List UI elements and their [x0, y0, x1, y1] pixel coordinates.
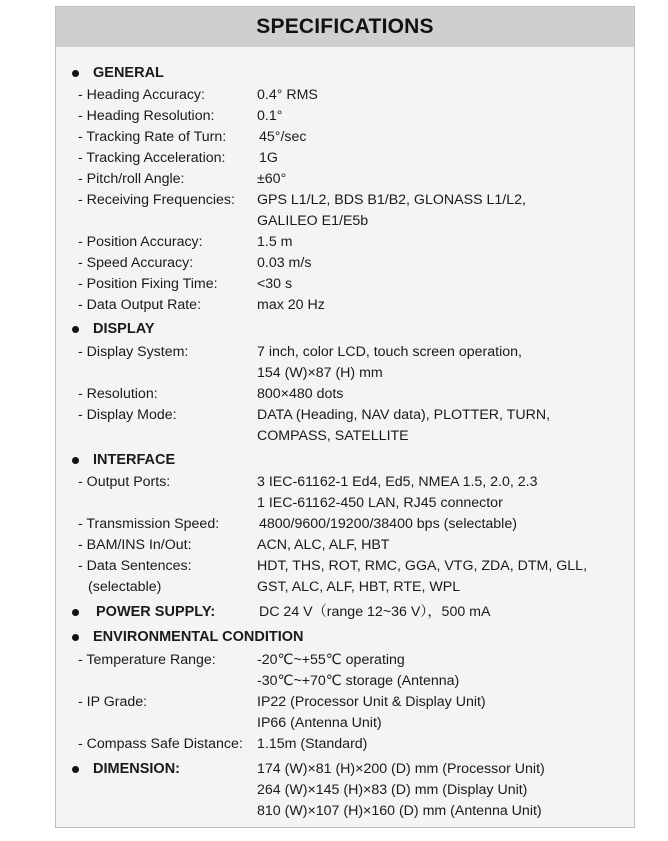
spec-label: - Pitch/roll Angle:	[78, 171, 185, 187]
section-dimension	[72, 759, 180, 780]
section-interface	[72, 450, 175, 471]
spec-value: 0.03 m/s	[257, 255, 312, 271]
bullet-icon	[72, 766, 79, 773]
spec-label: - Tracking Acceleration:	[78, 150, 226, 166]
section-heading: POWER SUPPLY:	[96, 604, 216, 620]
specifications-sheet	[55, 6, 635, 828]
section-power-supply	[72, 602, 215, 623]
spec-value: 264 (W)×145 (H)×83 (D) mm (Display Unit)	[257, 782, 528, 798]
spec-label: - Output Ports:	[78, 474, 171, 490]
spec-value: 1.15m (Standard)	[257, 736, 368, 752]
spec-value: GPS L1/L2, BDS B1/B2, GLONASS L1/L2,	[257, 192, 526, 208]
spec-value-continued: GALILEO E1/E5b	[257, 213, 369, 229]
spec-label: - Display Mode:	[78, 407, 177, 423]
spec-value: 7 inch, color LCD, touch screen operation,	[257, 344, 522, 360]
spec-label-continued: (selectable)	[88, 579, 162, 595]
spec-label: - Receiving Frequencies:	[78, 192, 235, 208]
spec-value-continued: GST, ALC, ALF, HBT, RTE, WPL	[257, 579, 461, 595]
spec-value: DC 24 V（range 12~36 V），500 mA	[259, 604, 491, 620]
spec-value: HDT, THS, ROT, RMC, GGA, VTG, ZDA, DTM, GLL,	[257, 558, 588, 574]
section-heading: GENERAL	[93, 65, 164, 81]
spec-value: IP22 (Processor Unit & Display Unit)	[257, 694, 486, 710]
spec-label: - Heading Accuracy:	[78, 87, 205, 103]
spec-value: ACN, ALC, ALF, HBT	[257, 537, 390, 553]
page-title: SPECIFICATIONS	[256, 15, 434, 38]
spec-value: DATA (Heading, NAV data), PLOTTER, TURN,	[257, 407, 551, 423]
spec-value: 0.1°	[257, 108, 283, 124]
spec-value: 0.4° RMS	[257, 87, 318, 103]
spec-value: 1G	[259, 150, 278, 166]
section-heading: ENVIRONMENTAL CONDITION	[93, 629, 304, 645]
spec-value: 45°/sec	[259, 129, 307, 145]
spec-value-continued: 1 IEC-61162-450 LAN, RJ45 connector	[257, 495, 503, 511]
spec-value-continued: COMPASS, SATELLITE	[257, 428, 409, 444]
bullet-icon	[72, 609, 79, 616]
spec-label: - Resolution:	[78, 386, 158, 402]
bullet-icon	[72, 70, 79, 77]
bullet-icon	[72, 326, 79, 333]
section-general	[72, 63, 164, 84]
spec-label: - Heading Resolution:	[78, 108, 215, 124]
spec-label: - Speed Accuracy:	[78, 255, 194, 271]
spec-value: -20℃~+55℃ operating	[257, 652, 405, 668]
spec-label: - Display System:	[78, 344, 189, 360]
section-heading: INTERFACE	[93, 452, 176, 468]
spec-label: - Compass Safe Distance:	[78, 736, 243, 752]
spec-label: - Tracking Rate of Turn:	[78, 129, 227, 145]
spec-value: <30 s	[257, 276, 293, 292]
bullet-icon	[72, 457, 79, 464]
spec-value-continued: IP66 (Antenna Unit)	[257, 715, 382, 731]
spec-value: ±60°	[257, 171, 287, 187]
spec-label: - Data Sentences:	[78, 558, 192, 574]
spec-value: 4800/9600/19200/38400 bps (selectable)	[259, 516, 517, 532]
section-heading: DIMENSION:	[93, 761, 180, 777]
spec-value-continued: -30℃~+70℃ storage (Antenna)	[257, 673, 460, 689]
spec-value: 810 (W)×107 (H)×160 (D) mm (Antenna Unit)	[257, 803, 542, 819]
spec-value: 800×480 dots	[257, 386, 344, 402]
spec-label: - Data Output Rate:	[78, 297, 202, 313]
spec-value-continued: 154 (W)×87 (H) mm	[257, 365, 383, 381]
spec-content	[56, 7, 634, 827]
spec-label: - BAM/INS In/Out:	[78, 537, 192, 553]
section-heading: DISPLAY	[93, 321, 155, 337]
spec-label: - IP Grade:	[78, 694, 148, 710]
section-display	[72, 319, 155, 340]
spec-label: - Position Fixing Time:	[78, 276, 218, 292]
spec-value: 174 (W)×81 (H)×200 (D) mm (Processor Unit)	[257, 761, 545, 777]
spec-label: - Transmission Speed:	[78, 516, 220, 532]
spec-value: 3 IEC-61162-1 Ed4, Ed5, NMEA 1.5, 2.0, 2.3	[257, 474, 538, 490]
spec-value: max 20 Hz	[257, 297, 325, 313]
spec-value: 1.5 m	[257, 234, 293, 250]
spec-label: - Position Accuracy:	[78, 234, 203, 250]
spec-label: - Temperature Range:	[78, 652, 216, 668]
section-environmental	[72, 627, 304, 648]
bullet-icon	[72, 634, 79, 641]
